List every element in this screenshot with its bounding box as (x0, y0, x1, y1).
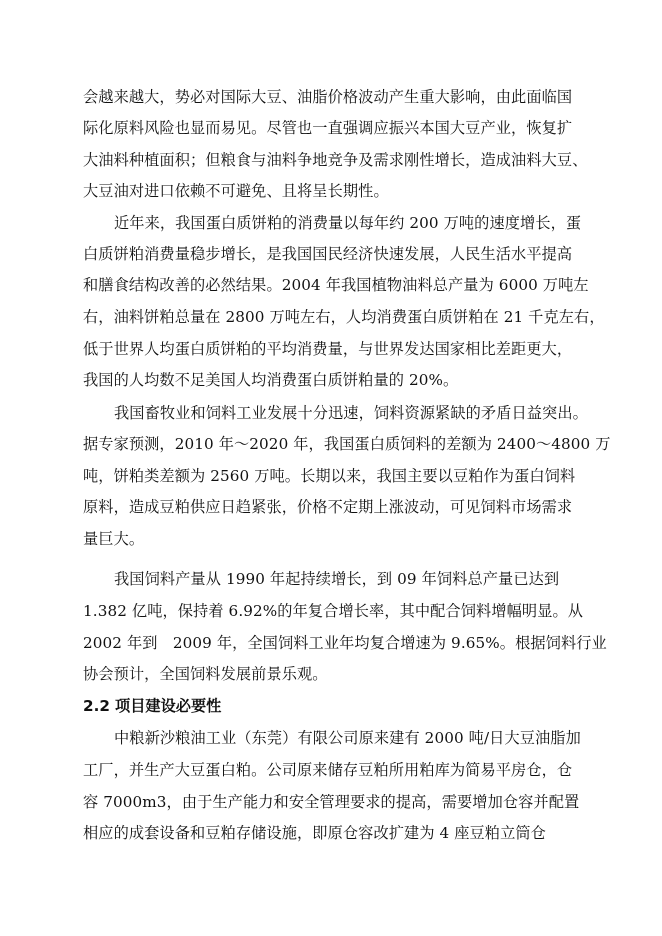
paragraph-line: 我国的人均数不足美国人均消费蛋白质饼粕量的 20%。 (83, 371, 459, 389)
paragraph-line: 吨，饼粕类差额为 2560 万吨。长期以来，我国主要以豆粕作为蛋白饲料 (83, 467, 576, 485)
paragraph-line: 际化原料风险也显而易见。尽管也一直强调应振兴本国大豆产业，恢复扩 (83, 119, 573, 137)
paragraph-line: 白质饼粕消费量稳步增长，是我国国民经济快速发展，人民生活水平提高 (83, 245, 573, 263)
paragraph-line: 和膳食结构改善的必然结果。2004 年我国植物油料总产量为 6000 万吨左 (83, 276, 589, 294)
paragraph-line: 量巨大。 (83, 530, 145, 548)
paragraph-line: 1.382 亿吨，保持着 6.92%的年复合增长率，其中配合饲料增幅明显。从 (83, 602, 584, 620)
paragraph-line: 相应的成套设备和豆粕存储设施，即原仓容改扩建为 4 座豆粕立筒仓 (83, 824, 546, 842)
paragraph-line: 协会预计，全国饲料发展前景乐观。 (83, 665, 328, 683)
paragraph-line: 大油料种植面积；但粮食与油料争地竞争及需求刚性增长，造成油料大豆、 (83, 151, 588, 169)
paragraph-line: 2002 年到 2009 年，全国饲料工业年均复合增速为 9.65%。根据饲料行业 (83, 634, 607, 652)
section-title: 项目建设必要性 (115, 697, 222, 715)
section-number: 2.2 (83, 697, 110, 715)
section-heading (83, 693, 603, 719)
paragraph-line: 原料，造成豆粕供应日趋紧张，价格不定期上涨波动，可见饲料市场需求 (83, 498, 573, 516)
paragraph-line: 容 7000m3，由于生产能力和安全管理要求的提高，需要增加仓容并配置 (83, 793, 580, 811)
paragraph-line: 近年来，我国蛋白质饼粕的消费量以每年约 200 万吨的速度增长，蛋 (114, 214, 582, 232)
paragraph-line: 中粮新沙粮油工业（东莞）有限公司原来建有 2000 吨/日大豆油脂加 (114, 729, 581, 747)
paragraph-line: 大豆油对进口依赖不可避免、且将呈长期性。 (83, 182, 389, 200)
paragraph-line: 我国饲料产量从 1990 年起持续增长，到 09 年饲料总产量已达到 (114, 570, 560, 588)
paragraph-line: 据专家预测，2010 年～2020 年，我国蛋白质饲料的差额为 2400～4800 万 (83, 435, 611, 453)
paragraph-line: 我国畜牧业和饲料工业发展十分迅速，饲料资源紧缺的矛盾日益突出。 (114, 404, 588, 422)
paragraph-line: 低于世界人均蛋白质饼粕的平均消费量，与世界发达国家相比差距更大， (83, 340, 573, 358)
paragraph-line: 工厂，并生产大豆蛋白粕。公司原来储存豆粕所用粕库为简易平房仓，仓 (83, 761, 573, 779)
paragraph-line: 右，油料饼粕总量在 2800 万吨左右，人均消费蛋白质饼粕在 21 千克左右， (83, 308, 605, 326)
paragraph-line: 会越来越大，势必对国际大豆、油脂价格波动产生重大影响，由此面临国 (83, 88, 573, 106)
